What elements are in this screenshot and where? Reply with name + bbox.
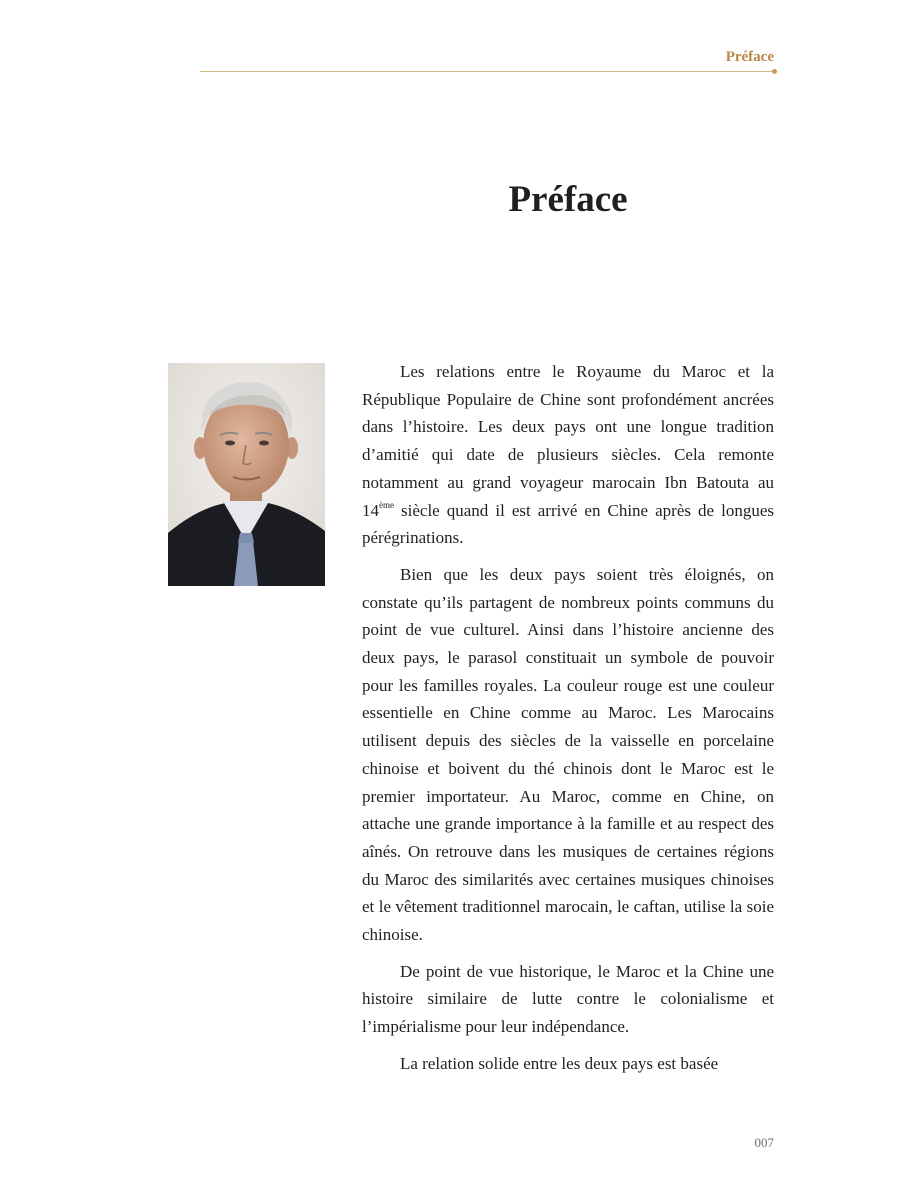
paragraph-1	[362, 358, 774, 552]
header-rule-dot	[772, 69, 777, 74]
portrait-photo	[168, 363, 325, 586]
paragraph-1-text-end: siècle quand il est arrivé en Chine après de longues pérégrinations.	[362, 500, 774, 548]
page-title: Préface	[508, 179, 628, 220]
paragraph-3: De point de vue historique, le Maroc et la Chine une histoire similaire de lutte contre le colonialisme et l’impérialisme pour leur indépendance.	[362, 961, 774, 1037]
running-header-title: Préface	[725, 49, 774, 65]
author-portrait	[168, 363, 325, 586]
paragraph-2: Bien que les deux pays soient très éloignés, on constate qu’ils partagent de nombreux points communs du point de vue culturel. Ainsi dans l’histoire ancienne des deux pays, le parasol constituait un symbole de pouvoir pour les familles royales. La couleur rouge est une couleur essentielle en Chine comme au Maroc. Les Marocains utilisent depuis des siècles de la vaisselle en porcelaine chinoise et boivent du thé chinois dont le Maroc est le premier importateur. Au Maroc, comme en Chine, on attache une grande importance à la famille et au respect des aînés. On retrouve dans les musiques de certaines régions du Maroc des similarités avec certaines musiques chinoises et le vêtement traditionnel marocain, le caftan, utilise la soie chinoise.	[362, 564, 774, 945]
paragraph-4: La relation solide entre les deux pays est basée	[400, 1053, 719, 1073]
page-number: 007	[754, 1135, 774, 1150]
preface-body	[362, 358, 774, 1087]
ordinal-superscript: ème	[379, 499, 394, 510]
header-rule	[200, 71, 774, 72]
paragraph-1-text: Les relations entre le Royaume du Maroc et la République Populaire de Chine sont profondément ancrées dans l’histoire. Les deux pays ont une longue tradition d’amitié qui date de plusieurs siècles. Cela remonte notamment au grand voyageur marocain Ibn Batouta au 14	[362, 362, 774, 520]
